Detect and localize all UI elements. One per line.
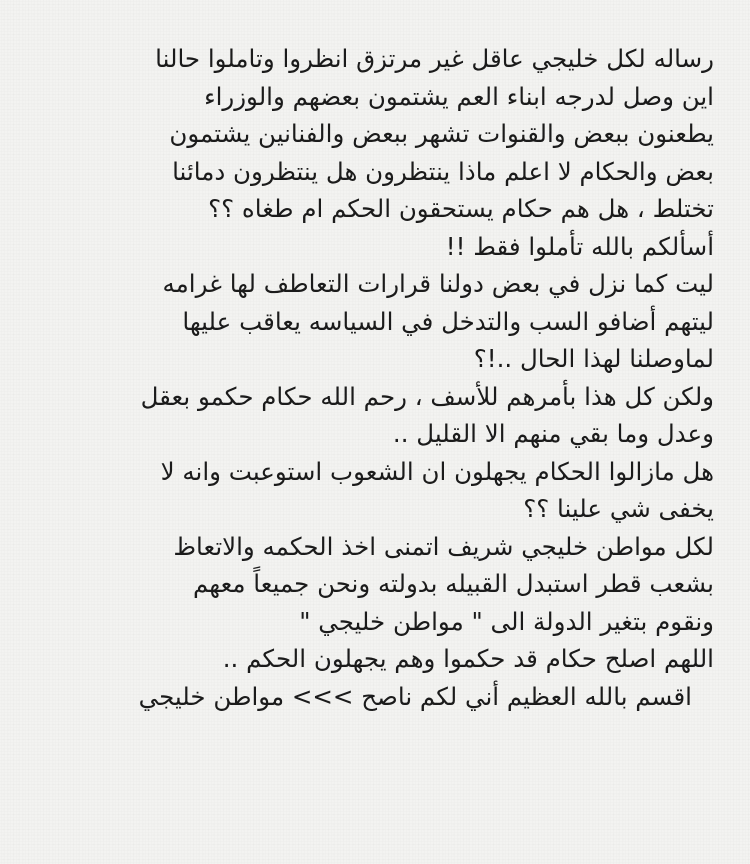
note-line-13: يخفى شي علينا ؟؟ xyxy=(523,494,714,523)
note-line-10: ولكن كل هذا بأمرهم للأسف ، رحم الله حكام حكمو بعقل xyxy=(140,381,714,411)
note-text-block xyxy=(40,40,714,715)
note-line-14: لكل مواطن خليجي شريف اتمنى اخذ الحكمه والاتعاظ xyxy=(173,531,714,561)
note-line-11: وعدل وما بقي منهم الا القليل .. xyxy=(392,419,714,448)
note-line-17: اللهم اصلح حكام قد حكموا وهم يجهلون الحكم .. xyxy=(222,644,714,673)
note-line-2: اين وصل لدرجه ابناء العم يشتمون بعضهم والوزراء xyxy=(204,81,714,111)
note-line-5: تختلط ، هل هم حكام يستحقون الحكم ام طغاه ؟؟ xyxy=(208,194,714,223)
note-line-1: رساله لكل خليجي عاقل غير مرتزق انظروا وتاملوا حالنا xyxy=(155,44,714,73)
note-line-8: ليتهم أضافو السب والتدخل في السياسه يعاقب عليها xyxy=(182,306,714,336)
note-line-4: بعض والحكام لا اعلم ماذا ينتظرون هل ينتظرون دمائنا xyxy=(172,156,714,186)
note-signature-line: اقسم بالله العظيم أني لكم ناصح >>> مواطن خليجي xyxy=(138,681,692,711)
note-line-16: ونقوم بتغير الدولة الى " مواطن خليجي " xyxy=(299,606,714,636)
note-line-6: أسألكم بالله تأملوا فقط !! xyxy=(445,231,714,261)
note-line-12: هل مازالوا الحكام يجهلون ان الشعوب استوعبت وانه لا xyxy=(160,456,714,486)
note-line-9: لماوصلنا لهذا الحال ..!؟ xyxy=(473,344,714,373)
note-line-15: بشعب قطر استبدل القبيله بدولته ونحن جميعاً معهم xyxy=(192,569,714,598)
note-line-7: ليت كما نزل في بعض دولنا قرارات التعاطف لها غرامه xyxy=(162,269,714,298)
note-line-3: يطعنون ببعض والقنوات تشهر ببعض والفنانين يشتمون xyxy=(169,119,714,148)
